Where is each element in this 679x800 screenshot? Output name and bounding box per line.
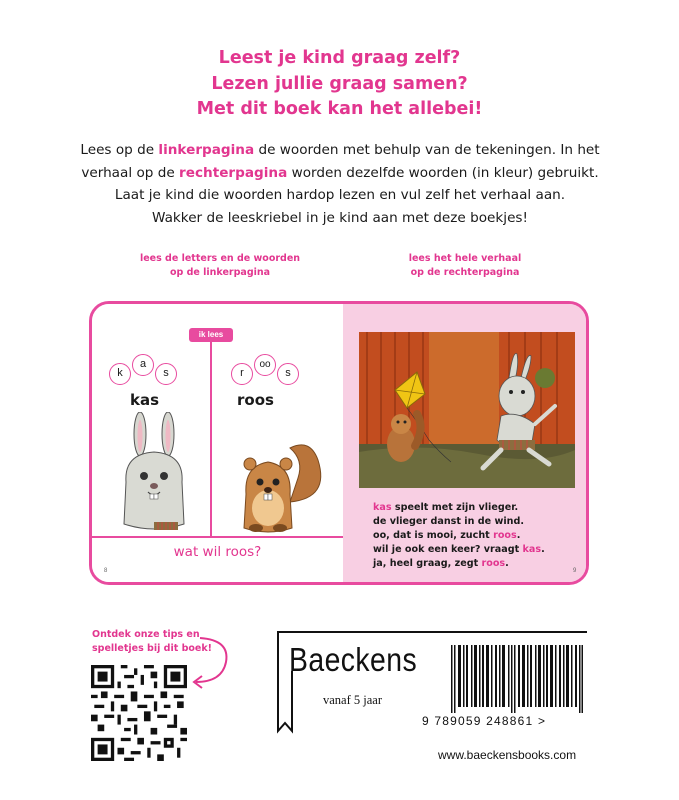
publisher-brand [277,631,427,739]
ik-lees-tag: ik lees [189,328,233,342]
intro-line-4: Wakker de leeskriebel in je kind aan met deze boekjes! [152,209,528,226]
rabbit-illustration [110,412,200,536]
story-line-2: de vlieger danst in de wind. [373,516,524,527]
curved-arrow-icon [186,632,236,690]
intro-text: verhaal op de [81,164,180,181]
story-line-1 [373,501,545,515]
intro-line-2 [40,162,640,185]
divider-vertical [210,342,212,536]
left-page [92,304,343,582]
brand-rule [277,631,587,633]
headline-line-2: Lezen jullie graag samen? [211,73,468,94]
website-link[interactable]: www.baeckensbooks.com [438,748,577,762]
story-highlight: kas [522,544,542,555]
squirrel-illustration [232,432,332,536]
story-highlight: kas [373,502,392,513]
letter-bubble: oo [254,354,276,376]
intro-text: Lees op de [80,142,159,158]
promo-line-1: Ontdek onze tips en [92,629,200,640]
caption-left-line-2: op de linkerpagina [169,267,271,278]
caption-left [130,252,310,280]
headline [0,46,679,123]
page-number-right: 9 [573,568,577,574]
brand-name: Baeckens [289,641,418,678]
story-scene [359,332,575,488]
caption-right-line-1: lees het hele verhaal [408,253,522,264]
intro-line-3: Laat je kind die woorden hardop lezen en vul zelf het verhaal aan. [114,187,566,203]
caption-left-line-1: lees de letters en de woorden [139,253,301,264]
headline-line-3: Met dit boek kan het allebei! [196,99,483,119]
letter-bubble: s [155,363,177,385]
story-illustration [359,332,575,488]
barcode [451,645,583,713]
book-spread-preview [89,301,589,585]
page-number-left: 8 [104,568,108,574]
story-text-span: . [505,558,509,569]
story-text-span: oo, dat is mooi, zucht [373,530,494,541]
story-text-span: . [516,530,521,541]
word-roos: roos [237,391,274,409]
story-line-4 [373,543,545,557]
promo-line-2: spelletjes bij dit boek! [92,643,213,654]
right-page [343,304,589,582]
story-highlight: roos [493,530,517,541]
question-text: wat wil roos? [173,544,262,560]
intro-line-1 [40,139,640,162]
intro-paragraph [40,139,640,229]
intro-highlight-left: linkerpagina [158,142,255,158]
letter-bubble: a [132,354,154,376]
intro-text: de woorden met behulp van de tekeningen. In het [254,142,600,158]
headline-line-1: Leest je kind graag zelf? [218,48,461,68]
story-highlight: roos [481,558,506,569]
letter-bubble: r [231,363,253,385]
story-text-span: speelt met zijn vlieger. [391,502,519,513]
story-line-3 [373,529,545,543]
letter-bubble: k [109,363,131,385]
word-kas: kas [130,391,160,409]
story-text-span: wil je ook een keer? vraagt [373,544,523,555]
caption-right-line-2: op de rechterpagina [410,267,520,278]
intro-highlight-right: rechterpagina [179,164,288,181]
story-text-span: . [541,544,545,555]
divider-horizontal [92,536,343,538]
caption-right [375,252,555,280]
story-text-span: ja, heel graag, zegt [373,558,482,569]
story-line-5 [373,557,545,571]
qr-code[interactable] [91,665,187,761]
letter-bubble: s [277,363,299,385]
story-text [373,501,545,571]
intro-text: worden dezelfde woorden (in kleur) gebruikt. [287,164,599,181]
isbn-number: 9 789059 248861 > [422,714,547,728]
age-label: vanaf 5 jaar [323,693,382,707]
